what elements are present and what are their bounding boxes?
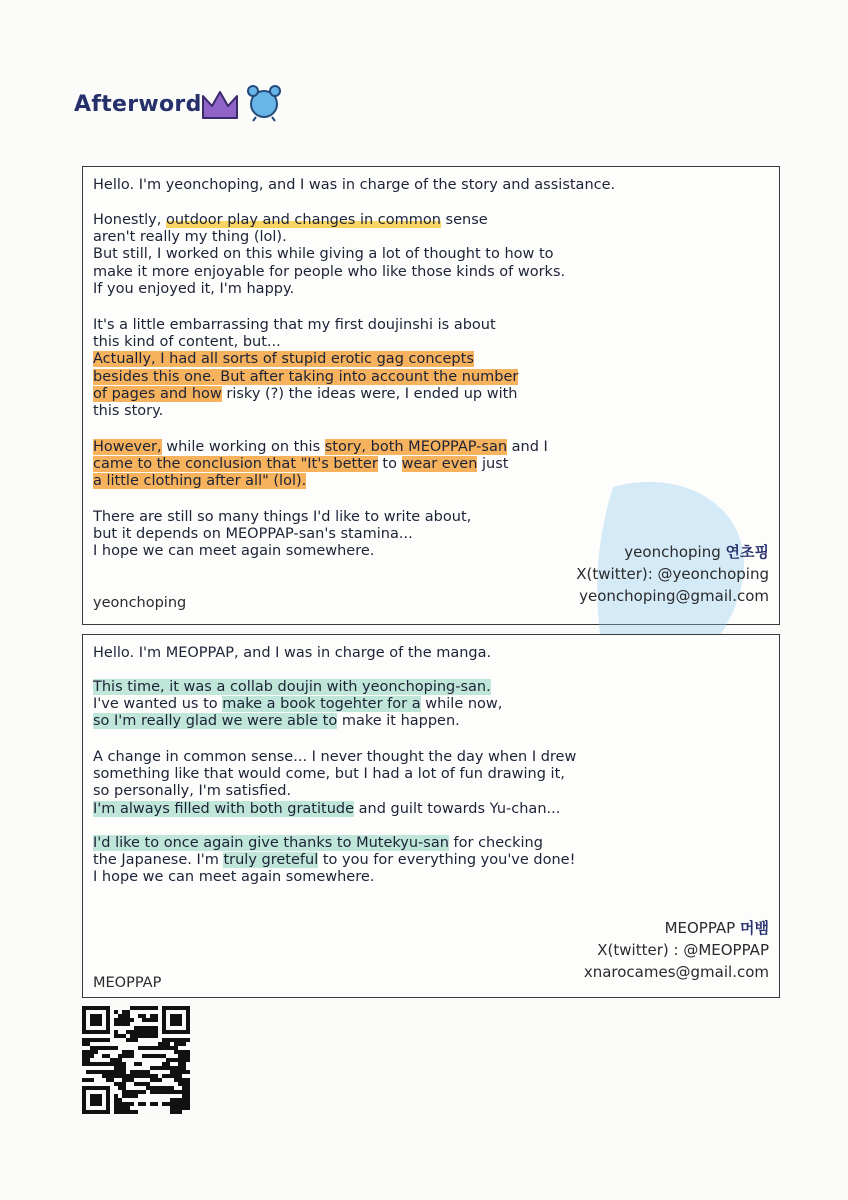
- s2-paragraph-3: [93, 749, 773, 818]
- text: risky (?) the ideas were, I ended up with: [221, 385, 518, 402]
- text: for checking: [448, 835, 543, 851]
- s1-paragraph-2: [93, 212, 773, 298]
- s2-paragraph-1: [93, 645, 773, 662]
- highlighted-text: make a book togehter for a: [222, 696, 421, 713]
- s2-paragraph-4: [93, 835, 773, 887]
- text-line: aren't really my thing (lol).: [93, 229, 287, 246]
- text-line: If you enjoyed it, I'm happy.: [93, 280, 295, 297]
- highlighted-text: However,: [93, 439, 162, 455]
- s1-paragraph-1: [93, 177, 773, 194]
- highlighted-text: a little clothing after all" (lol).: [93, 473, 307, 490]
- highlighted-text: wear even: [401, 456, 478, 473]
- text-line: this kind of content, but...: [93, 334, 281, 351]
- highlighted-text: truly greteful: [223, 852, 319, 869]
- text: while now,: [420, 696, 503, 713]
- blue-alarm-clock-icon: [244, 82, 284, 122]
- text-line: It's a little embarrassing that my first doujinshi is about: [93, 317, 496, 333]
- highlighted-text: came to the conclusion that "It's better: [93, 456, 378, 473]
- text-line: make it more enjoyable for people who like those kinds of works.: [93, 263, 566, 280]
- signature-name: yeonchoping: [624, 543, 721, 561]
- s1-author-name: yeonchoping: [93, 595, 187, 611]
- highlighted-text: Actually, I had all sorts of stupid erotic gag concepts: [93, 351, 474, 368]
- text-line: something like that would come, but I had a lot of fun drawing it,: [93, 766, 565, 783]
- text: and I: [507, 439, 548, 455]
- s2-paragraph-2: [93, 679, 773, 731]
- signature-name-korean: 머뱀: [740, 919, 769, 937]
- signature-name-korean: 연초핑: [725, 543, 769, 561]
- s1-signature: [576, 541, 769, 607]
- page-title: Afterword: [74, 92, 202, 117]
- text: while working on this: [161, 439, 325, 455]
- meoppap-afterword-box: [82, 634, 780, 998]
- text: to: [377, 456, 402, 473]
- text: and guilt towards Yu-chan...: [354, 800, 561, 817]
- text-line: Hello. I'm MEOPPAP, and I was in charge of the manga.: [93, 645, 492, 661]
- highlighted-text: story, both MEOPPAP-san: [324, 439, 508, 455]
- yeonchoping-afterword-box: [82, 166, 780, 625]
- s1-p1-line: Hello. I'm yeonchoping, and I was in charge of the story and assistance.: [93, 177, 616, 193]
- email-address: yeonchoping@gmail.com: [579, 587, 769, 605]
- text-line: A change in common sense... I never thought the day when I drew: [93, 749, 577, 765]
- text-line: but it depends on MEOPPAP-san's stamina...: [93, 526, 413, 543]
- s2-signature: [584, 917, 769, 983]
- highlighted-text: This time, it was a collab doujin with yeonchoping-san.: [93, 679, 491, 695]
- highlighted-text: of pages and how: [93, 385, 222, 402]
- s1-paragraph-3: [93, 317, 773, 420]
- text-line: But still, I worked on this while giving a lot of thought to how to: [93, 246, 554, 263]
- text-line: this story.: [93, 403, 164, 420]
- signature-name: MEOPPAP: [664, 919, 736, 937]
- text: sense: [440, 212, 488, 228]
- text: just: [477, 456, 509, 473]
- text: Honestly,: [93, 212, 166, 228]
- highlighted-text: so I'm really glad we were able to: [93, 713, 338, 730]
- highlighted-text: I'm always filled with both gratitude: [93, 800, 355, 817]
- text-line: I hope we can meet again somewhere.: [93, 543, 375, 560]
- qr-code[interactable]: [82, 1006, 190, 1114]
- text: the Japanese. I'm: [93, 852, 224, 869]
- text: make it happen.: [337, 713, 460, 730]
- highlighted-text: outdoor play and changes in common: [165, 212, 441, 228]
- s2-author-name: MEOPPAP: [93, 975, 162, 991]
- text: to you for everything you've done!: [318, 852, 576, 869]
- text-line: so personally, I'm satisfied.: [93, 783, 292, 800]
- text: I've wanted us to: [93, 696, 223, 713]
- text-line: There are still so many things I'd like to write about,: [93, 509, 472, 525]
- purple-crown-icon: [200, 88, 240, 122]
- text-line: I hope we can meet again somewhere.: [93, 869, 375, 886]
- twitter-handle: X(twitter): @yeonchoping: [576, 565, 769, 583]
- email-address: xnarocames@gmail.com: [583, 963, 769, 981]
- highlighted-text: besides this one. But after taking into account the number: [93, 368, 519, 385]
- twitter-handle: X(twitter) : @MEOPPAP: [597, 941, 769, 959]
- s1-paragraph-4: [93, 439, 773, 491]
- highlighted-text: I'd like to once again give thanks to Mutekyu-san: [93, 835, 449, 851]
